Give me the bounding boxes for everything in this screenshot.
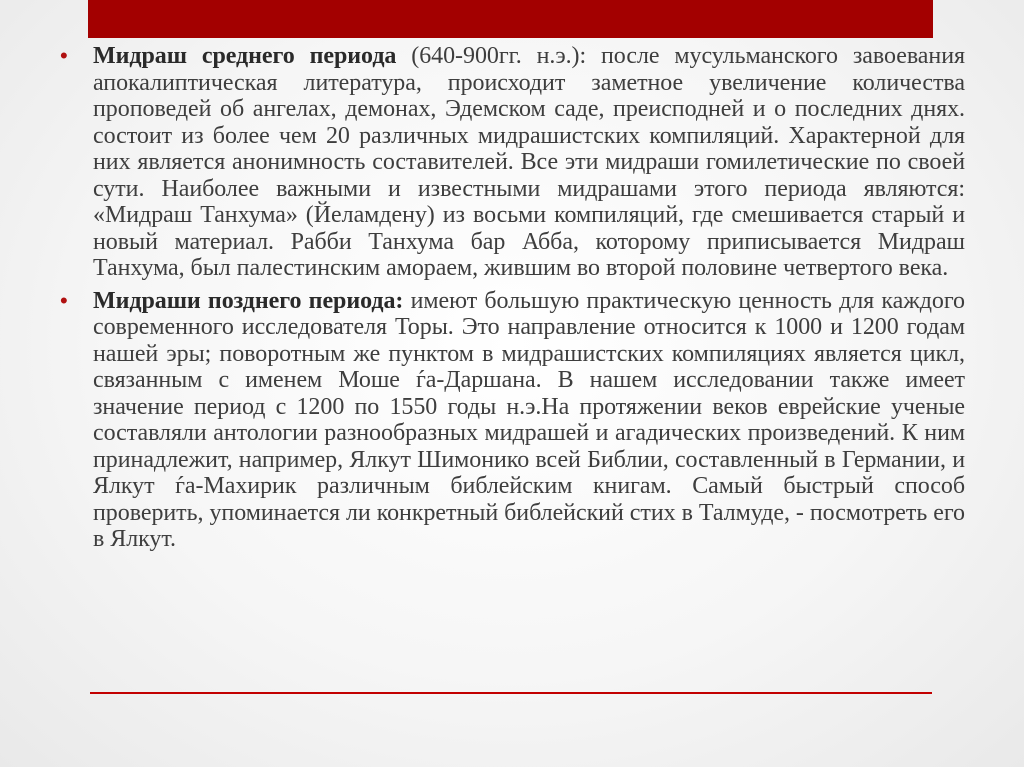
bullet-item-middle-period: [60, 43, 965, 282]
paragraph-middle-period: [93, 43, 965, 282]
bullet-item-late-period: [60, 288, 965, 553]
bullet-icon: •: [60, 43, 68, 68]
top-accent-bar: [88, 0, 933, 38]
slide-content: [60, 43, 965, 559]
bottom-divider: [90, 692, 932, 694]
paragraph-lead: Мидраш среднего периода: [93, 43, 397, 69]
paragraph-late-period: [93, 288, 965, 553]
paragraph-body: (640-900гг. н.э.): после мусульманского завоевания апокалиптическая литература, происходит заметное увеличение количества проповедей об ангелах, демонах, Эдемском саде, преисподней и о последних днях. состоит из более чем 20 различных мидрашистских компиляций. Характерной для них является анонимность составителей. Все эти мидраши гомилетические по своей сути. Наиболее важными и известными мидрашами этого периода являются: «Мидраш Танхума» (Йеламдену) из восьми компиляций, где смешивается старый и новый материал. Рабби Танхума бар Абба, которому приписывается Мидраш Танхума, был палестинским амораем, жившим во второй половине четвертого века.: [93, 43, 965, 281]
paragraph-body: имеют большую практическую ценность для каждого современного исследователя Торы. Это направление относится к 1000 и 1200 годам нашей эры; поворотным же пунктом в мидрашистских компиляциях является цикл, связанным с именем Моше ѓа-Даршана. В нашем исследовании также имеет значение период с 1200 по 1550 годы н.э.На протяжении веков еврейские ученые составляли антологии разнообразных мидрашей и агадических произведений. К ним принадлежит, например, Ялкут Шимонико всей Библии, составленный в Германии, и Ялкут ѓа-Махирик различным библейским книгам. Самый быстрый способ проверить, упоминается ли конкретный библейский стих в Талмуде, - посмотреть его в Ялкут.: [93, 287, 966, 552]
paragraph-lead: Мидраши позднего периода:: [93, 287, 404, 314]
bullet-icon: •: [60, 287, 68, 313]
